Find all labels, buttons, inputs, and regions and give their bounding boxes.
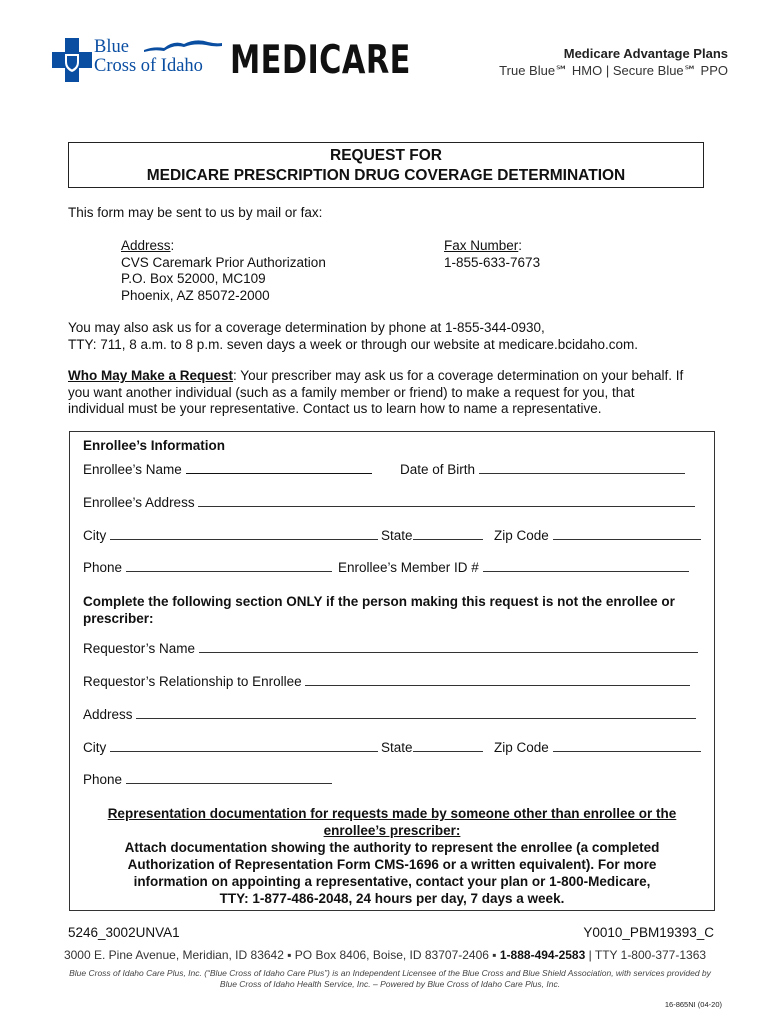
- address-label: Address: [121, 238, 171, 253]
- plans-subtitle: True Blue℠ HMO | Secure Blue℠ PPO: [499, 63, 728, 78]
- requestor-phone-field[interactable]: Phone: [83, 772, 332, 787]
- form-number: 16-865NI (04-20): [664, 1000, 722, 1009]
- enrollee-state-field[interactable]: State: [381, 528, 483, 543]
- member-id-field[interactable]: Enrollee’s Member ID #: [338, 560, 689, 575]
- form-code-left: 5246_3002UNVA1: [68, 925, 180, 940]
- section-title-enrollee: Enrollee’s Information: [83, 438, 226, 453]
- requestor-name-field[interactable]: Requestor’s Name: [83, 641, 698, 656]
- representation-heading-1: Representation documentation for requests made by someone other than enrollee or the: [107, 806, 677, 821]
- enrollee-city-field[interactable]: City: [83, 528, 378, 543]
- fax-number: 1-855-633-7673: [444, 254, 541, 270]
- date-of-birth-field[interactable]: Date of Birth: [400, 462, 685, 477]
- phone-paragraph: You may also ask us for a coverage determination by phone at 1-855-344-0930, TTY: 711, 8 a.m. to 8 p.m. seven days a week or through our website at medicare.bcidaho.com.: [68, 320, 639, 352]
- blue-cross-blue-shield-icon: [52, 38, 92, 82]
- page-header: [52, 30, 728, 90]
- address-block: Address: CVS Caremark Prior Authorization P.O. Box 52000, MC109 Phoenix, AZ 85072-2000: [121, 238, 326, 303]
- footer-disclaimer: Blue Cross of Idaho Care Plus, Inc. (“Blue Cross of Idaho Care Plus”) is an Independent Licensee of the Blue Cross and Blue Shield Association, with services provided by Blue Cross of Idaho Health Service, Inc. – Powered by Blue Cross of Idaho Care Plus, Inc.: [69, 968, 711, 989]
- representation-heading-2: enrollee’s prescriber:: [323, 823, 461, 838]
- who-may-request-paragraph: Who May Make a Request: Your prescriber may ask us for a coverage determination on your behalf. If you want another individual (such as a family member or friend) to make a request for you, that individual must be your representative. Contact us to learn how to name a representative.: [68, 368, 684, 416]
- blue-cross-logo-text: Blue Cross of Idaho: [94, 37, 203, 76]
- fax-label: Fax Number: [444, 238, 519, 253]
- footer-phone: 1-888-494-2583: [499, 948, 586, 962]
- requestor-section-note: Complete the following section ONLY if the person making this request is not the enrollee or prescriber:: [83, 594, 675, 626]
- enrollee-name-field[interactable]: Enrollee’s Name: [83, 462, 372, 477]
- footer-address: 3000 E. Pine Avenue, Meridian, ID 83642 ▪ PO Box 8406, Boise, ID 83707-2406 ▪ 1-888-494-2583 | TTY 1-800-377-1363: [63, 948, 707, 962]
- title-line-2: MEDICARE PRESCRIPTION DRUG COVERAGE DETERMINATION: [146, 167, 626, 184]
- requestor-zip-field[interactable]: Zip Code: [494, 740, 701, 755]
- requestor-relationship-field[interactable]: Requestor’s Relationship to Enrollee: [83, 674, 690, 689]
- intro-text: This form may be sent to us by mail or fax:: [68, 205, 323, 220]
- enrollee-zip-field[interactable]: Zip Code: [494, 528, 701, 543]
- address-line-3: Phoenix, AZ 85072-2000: [121, 287, 270, 303]
- representation-section: Representation documentation for requests made by someone other than enrollee or the enrollee’s prescriber: Attach documentation showing the authority to represent the enrollee (a completed Authorization of Representation Form CMS-1696 or a written equivalent). For more information on appointing a representative, contact your plan or 1-800-Medicare, TTY: 1-877-486-2048, 24 hours per day, 7 days a week.: [70, 805, 714, 907]
- medicare-wordmark: MEDICARE: [230, 38, 411, 83]
- requestor-state-field[interactable]: State: [381, 740, 483, 755]
- requestor-city-field[interactable]: City: [83, 740, 378, 755]
- form-title-box: [68, 142, 704, 188]
- enrollee-address-field[interactable]: Enrollee’s Address: [83, 495, 695, 510]
- form-code-right: Y0010_PBM19393_C: [583, 925, 714, 940]
- enrollee-phone-field[interactable]: Phone: [83, 560, 332, 575]
- who-may-request-label: Who May Make a Request: [68, 368, 234, 383]
- plans-info: [499, 46, 728, 79]
- enrollee-form: [69, 431, 715, 911]
- address-line-2: P.O. Box 52000, MC109: [121, 271, 266, 286]
- requestor-address-field[interactable]: Address: [83, 707, 696, 722]
- fax-block: Fax Number: 1-855-633-7673: [444, 238, 541, 270]
- address-line-1: CVS Caremark Prior Authorization: [121, 254, 326, 270]
- plans-title: Medicare Advantage Plans: [563, 46, 728, 61]
- title-line-1: REQUEST FOR: [330, 147, 442, 164]
